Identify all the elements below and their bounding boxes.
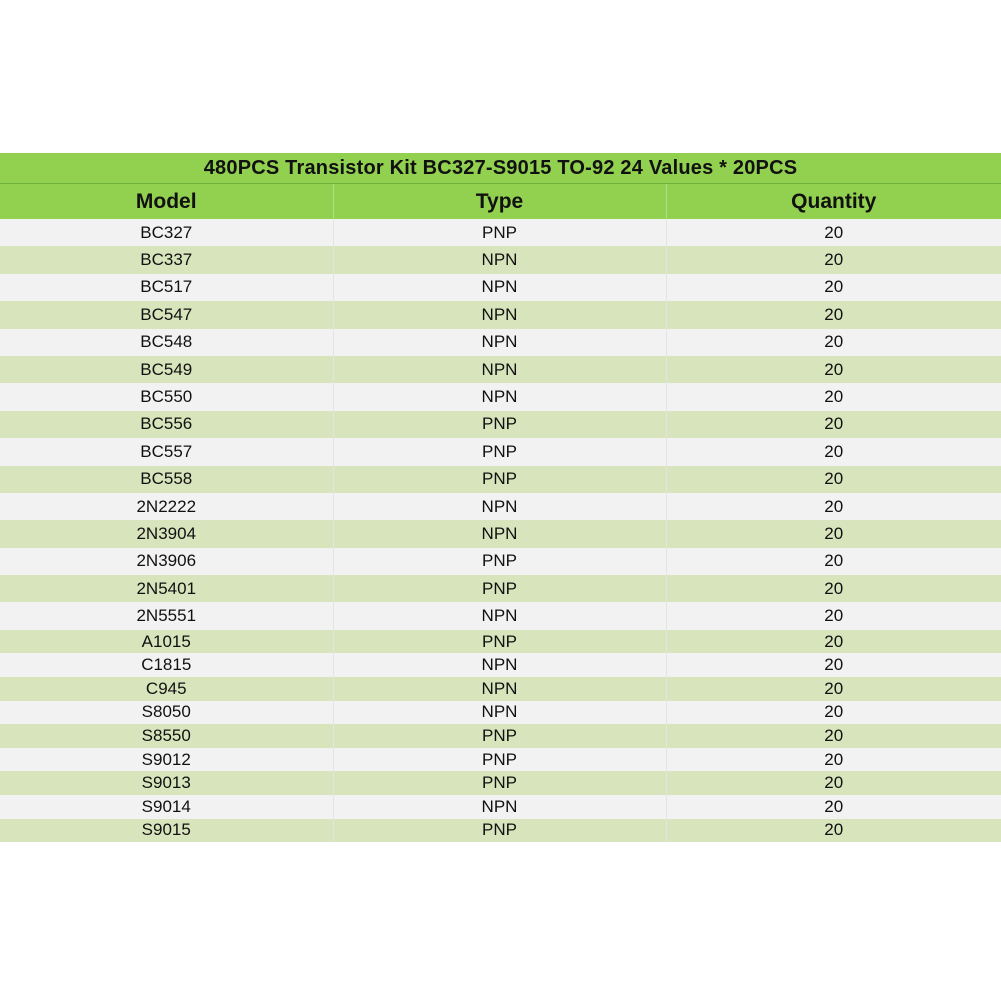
cell-quantity: 20 (666, 630, 1001, 654)
cell-model: BC550 (0, 383, 333, 410)
cell-type: NPN (333, 677, 666, 701)
cell-model: BC556 (0, 411, 333, 438)
cell-model: BC327 (0, 219, 333, 246)
cell-type: PNP (333, 219, 666, 246)
cell-model: S8550 (0, 724, 333, 748)
cell-type: PNP (333, 466, 666, 493)
table-title-row (0, 153, 1001, 184)
cell-type: NPN (333, 653, 666, 677)
cell-type: NPN (333, 356, 666, 383)
cell-type: PNP (333, 438, 666, 465)
cell-quantity: 20 (666, 575, 1001, 602)
table-row (0, 219, 1001, 246)
cell-quantity: 20 (666, 246, 1001, 273)
cell-model: BC558 (0, 466, 333, 493)
cell-quantity: 20 (666, 493, 1001, 520)
cell-model: BC548 (0, 329, 333, 356)
cell-model: BC337 (0, 246, 333, 273)
table-row (0, 246, 1001, 273)
cell-model: BC517 (0, 274, 333, 301)
table-row (0, 520, 1001, 547)
table-row (0, 771, 1001, 795)
cell-type: NPN (333, 329, 666, 356)
table-row (0, 677, 1001, 701)
cell-quantity: 20 (666, 466, 1001, 493)
table-row (0, 383, 1001, 410)
cell-quantity: 20 (666, 771, 1001, 795)
cell-type: NPN (333, 274, 666, 301)
table-row (0, 630, 1001, 654)
cell-model: C1815 (0, 653, 333, 677)
table-row (0, 748, 1001, 772)
cell-quantity: 20 (666, 602, 1001, 629)
table-title: 480PCS Transistor Kit BC327-S9015 TO-92 24 Values * 20PCS (0, 153, 1001, 184)
table-row (0, 329, 1001, 356)
cell-model: S9014 (0, 795, 333, 819)
cell-type: PNP (333, 548, 666, 575)
cell-type: NPN (333, 602, 666, 629)
cell-type: NPN (333, 383, 666, 410)
cell-quantity: 20 (666, 748, 1001, 772)
cell-model: S8050 (0, 701, 333, 725)
cell-quantity: 20 (666, 411, 1001, 438)
cell-model: C945 (0, 677, 333, 701)
table-row (0, 795, 1001, 819)
table-row (0, 274, 1001, 301)
table-row (0, 575, 1001, 602)
cell-model: 2N5401 (0, 575, 333, 602)
cell-type: PNP (333, 575, 666, 602)
cell-quantity: 20 (666, 356, 1001, 383)
cell-quantity: 20 (666, 653, 1001, 677)
cell-model: 2N3904 (0, 520, 333, 547)
cell-quantity: 20 (666, 438, 1001, 465)
cell-model: 2N5551 (0, 602, 333, 629)
cell-quantity: 20 (666, 795, 1001, 819)
table-row (0, 438, 1001, 465)
cell-model: 2N3906 (0, 548, 333, 575)
table-row (0, 819, 1001, 843)
cell-type: NPN (333, 246, 666, 273)
cell-quantity: 20 (666, 548, 1001, 575)
cell-type: PNP (333, 630, 666, 654)
table-body (0, 219, 1001, 842)
cell-quantity: 20 (666, 677, 1001, 701)
cell-model: 2N2222 (0, 493, 333, 520)
cell-model: BC557 (0, 438, 333, 465)
cell-model: BC549 (0, 356, 333, 383)
table-row (0, 602, 1001, 629)
column-header-quantity: Quantity (666, 184, 1001, 220)
cell-quantity: 20 (666, 819, 1001, 843)
cell-model: BC547 (0, 301, 333, 328)
cell-type: PNP (333, 771, 666, 795)
cell-type: NPN (333, 493, 666, 520)
table-row (0, 493, 1001, 520)
cell-quantity: 20 (666, 701, 1001, 725)
table-row (0, 301, 1001, 328)
cell-type: PNP (333, 819, 666, 843)
cell-quantity: 20 (666, 520, 1001, 547)
cell-type: NPN (333, 520, 666, 547)
cell-type: PNP (333, 724, 666, 748)
cell-model: S9012 (0, 748, 333, 772)
cell-quantity: 20 (666, 383, 1001, 410)
table-row (0, 724, 1001, 748)
cell-quantity: 20 (666, 219, 1001, 246)
cell-type: NPN (333, 301, 666, 328)
column-header-type: Type (333, 184, 666, 220)
table-row (0, 466, 1001, 493)
cell-type: PNP (333, 411, 666, 438)
cell-quantity: 20 (666, 301, 1001, 328)
transistor-kit-table (0, 153, 1001, 842)
cell-type: NPN (333, 701, 666, 725)
cell-type: PNP (333, 748, 666, 772)
cell-quantity: 20 (666, 274, 1001, 301)
cell-model: S9015 (0, 819, 333, 843)
cell-model: A1015 (0, 630, 333, 654)
column-header-row (0, 184, 1001, 220)
table-row (0, 356, 1001, 383)
cell-type: NPN (333, 795, 666, 819)
table-row (0, 653, 1001, 677)
table-row (0, 701, 1001, 725)
table-row (0, 411, 1001, 438)
cell-model: S9013 (0, 771, 333, 795)
table-row (0, 548, 1001, 575)
cell-quantity: 20 (666, 724, 1001, 748)
column-header-model: Model (0, 184, 333, 220)
cell-quantity: 20 (666, 329, 1001, 356)
